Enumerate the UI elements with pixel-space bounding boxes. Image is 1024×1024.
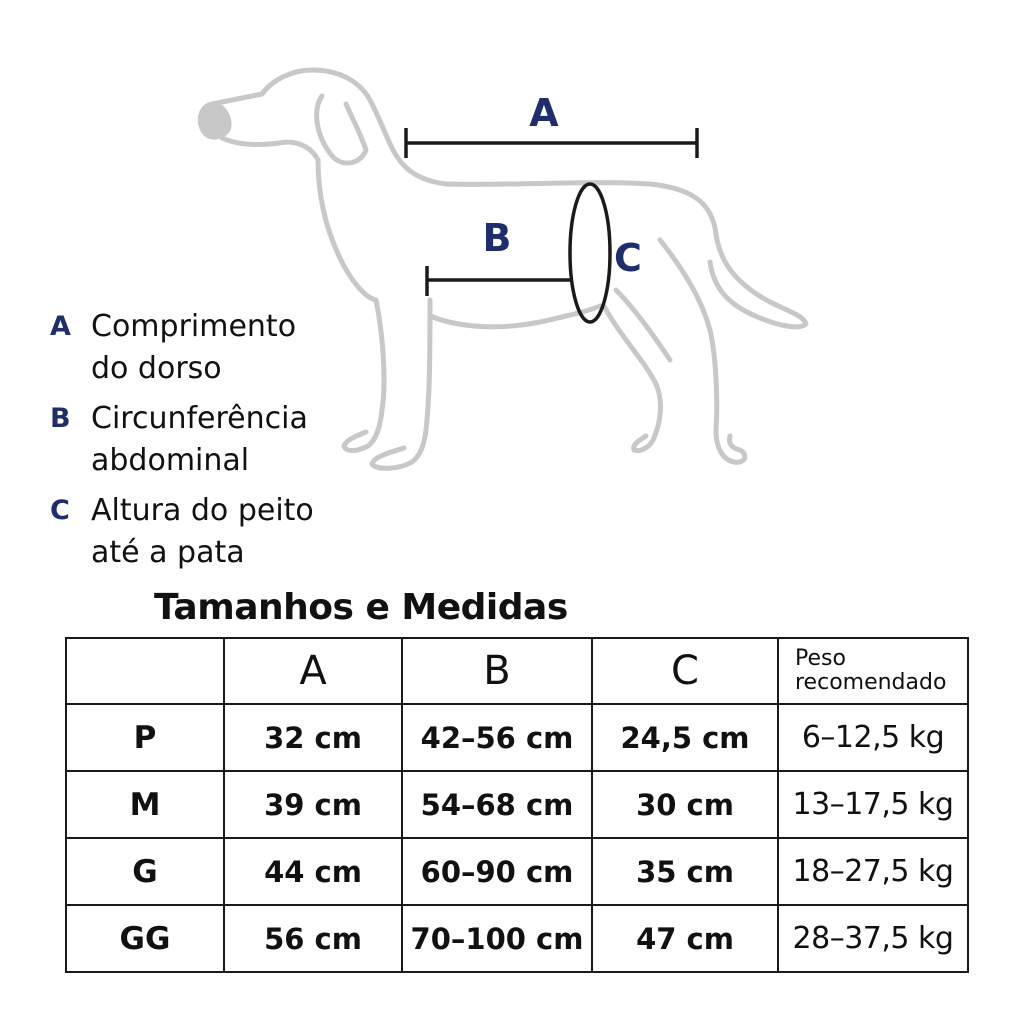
legend-letter: A	[50, 311, 71, 342]
dog-jaw-outline	[222, 138, 318, 160]
header-a: A	[224, 638, 402, 704]
size-cell: P	[66, 704, 224, 771]
table-header-row	[66, 638, 968, 704]
measure-b-line	[427, 266, 572, 296]
legend-text: Altura do peito até a pata	[91, 493, 314, 570]
header-b: B	[402, 638, 592, 704]
table-row	[66, 838, 968, 905]
measure-c-cell: 35 cm	[592, 838, 778, 905]
weight-cell: 13–17,5 kg	[778, 771, 968, 838]
measure-c-label: C	[614, 236, 642, 280]
legend-text: Circunferência abdominal	[91, 401, 308, 478]
measure-b-cell: 42–56 cm	[402, 704, 592, 771]
table-row	[66, 771, 968, 838]
legend-letter: B	[50, 403, 71, 434]
weight-cell: 18–27,5 kg	[778, 838, 968, 905]
dog-hind-leg-outline	[604, 306, 660, 451]
header-c: C	[592, 638, 778, 704]
measure-b-cell: 60–90 cm	[402, 838, 592, 905]
dog-hind-thigh-outline	[616, 290, 670, 360]
table-row	[66, 704, 968, 771]
legend-text: Comprimento do dorso	[91, 309, 297, 386]
legend-item-c	[50, 490, 370, 574]
legend-item-b	[50, 398, 370, 482]
measure-a-cell: 56 cm	[224, 905, 402, 972]
dog-back-outline	[212, 70, 806, 327]
header-empty-cell	[66, 638, 224, 704]
measure-b-cell: 70–100 cm	[402, 905, 592, 972]
measurement-legend	[50, 306, 370, 582]
measure-a-cell: 44 cm	[224, 838, 402, 905]
weight-cell: 28–37,5 kg	[778, 905, 968, 972]
legend-letter: C	[50, 495, 70, 526]
weight-cell: 6–12,5 kg	[778, 704, 968, 771]
size-cell: M	[66, 771, 224, 838]
measure-b-label: B	[482, 216, 512, 260]
measure-a-cell: 39 cm	[224, 771, 402, 838]
table-row	[66, 905, 968, 972]
measure-c-cell: 24,5 cm	[592, 704, 778, 771]
dog-nose-icon	[200, 104, 229, 137]
legend-item-a	[50, 306, 370, 390]
dog-belly-outline	[430, 306, 600, 327]
measure-b-cell: 54–68 cm	[402, 771, 592, 838]
measure-c-cell: 47 cm	[592, 905, 778, 972]
header-weight: Peso recomendado	[778, 638, 968, 704]
dog-ear-outline	[317, 96, 366, 163]
measure-c-ellipse	[570, 184, 610, 322]
measure-a-label: A	[529, 91, 559, 135]
size-table	[65, 637, 969, 973]
measure-c-cell: 30 cm	[592, 771, 778, 838]
size-cell: G	[66, 838, 224, 905]
size-cell: GG	[66, 905, 224, 972]
dog-chest-outline	[318, 160, 376, 300]
table-title: Tamanhos e Medidas	[154, 587, 568, 628]
measure-a-cell: 32 cm	[224, 704, 402, 771]
